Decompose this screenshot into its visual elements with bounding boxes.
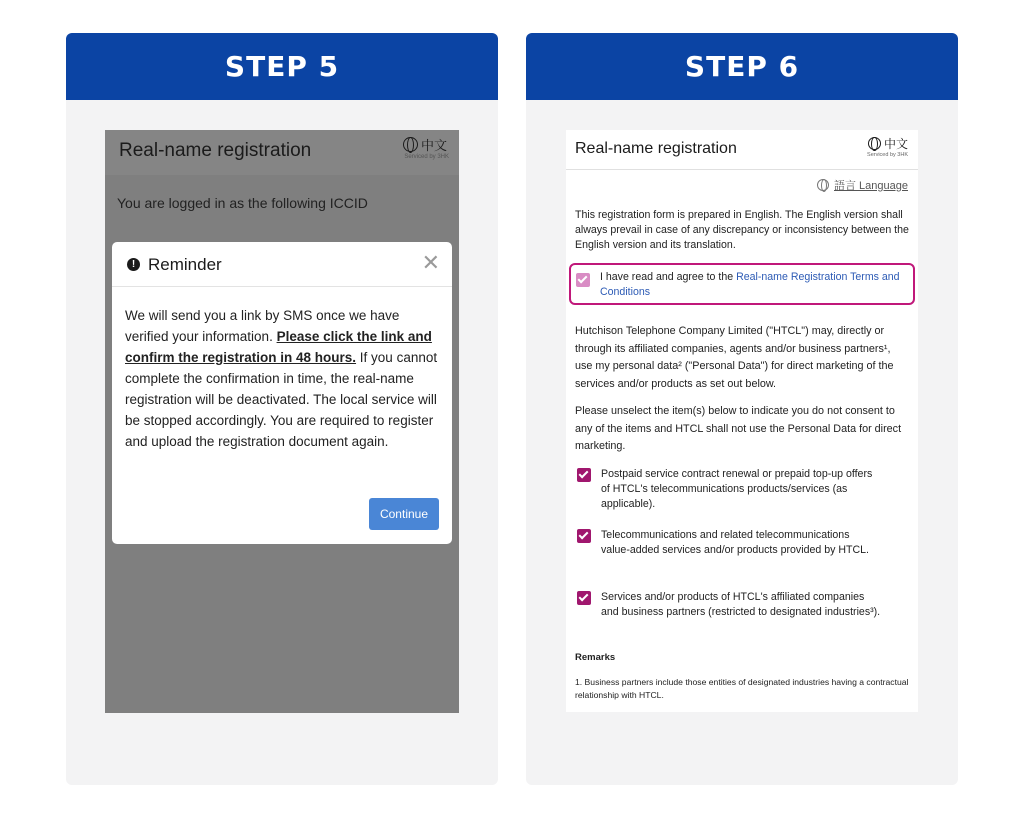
agree-terms-label [600,270,900,300]
page-title: Real-name registration [575,140,737,157]
language-toggle[interactable] [868,135,908,152]
option-label: Telecommunications and related telecommunications value-added services and/or products provided by HTCL. [601,529,869,556]
checkbox-icon [576,273,590,287]
served-by-text: Serviced by 3HK [404,154,449,160]
terms-link[interactable]: Real-name Registration Terms and Conditions [600,271,900,298]
dialog-body-text-1: We will send you a link by SMS once we have verified your information. [125,308,400,344]
language-toggle[interactable] [403,135,447,154]
intro-text: This registration form is prepared in English. The English version shall always prevail in case of any discrepancy or inconsistency between the English version and its translation. [575,209,909,251]
option-label: Services and/or products of HTCL's affiliated companies and business partners (restricted to designated industries³). [601,591,881,618]
dialog-body-text-2: If you cannot complete the confirmation in time, the real-name registration will be deactivated. The local service will be stopped accordingly. You are required to register and upload the registration document again. [125,350,438,449]
dialog-title: Reminder [148,255,222,274]
dialog-body [125,305,443,452]
close-icon[interactable]: ✕ [421,250,440,275]
checkbox-icon [577,468,591,482]
language-label: 中文 [883,137,908,151]
globe-icon [868,137,881,150]
app-bar [105,130,459,175]
step-5-header: STEP 5 [66,33,498,100]
step-6-screenshot [566,130,918,712]
agree-prefix: I have read and agree to the [600,271,737,283]
warning-icon: ! [127,258,140,271]
language-link-label: 語言 Language [834,180,908,192]
step-6-header: STEP 6 [526,33,958,100]
consent-paragraph: Hutchison Telephone Company Limited ("HTCL") may, directly or through its affiliated companies, agents and/or business partners¹, use my personal data² ("Personal Data") for direct marketing of the services and/or products as set out below. [575,325,894,390]
language-label: 中文 [420,138,447,153]
remarks-heading: Remarks [575,652,616,663]
logged-in-text: You are logged in as the following ICCID [117,195,368,211]
step-5-screenshot [105,130,459,713]
dialog-header [112,242,452,287]
remark-item: 1. Business partners include those entities of designated industries having a contractual relationship with HTCL. [575,677,909,700]
dialog-body-emphasis: Please click the link and confirm the registration in 48 hours. [125,329,432,365]
continue-button[interactable]: Continue [369,498,439,530]
language-link[interactable] [817,177,908,193]
agree-terms-checkbox[interactable] [569,263,915,305]
page-title: Real-name registration [119,140,312,161]
app-bar [566,130,918,170]
step-5-panel [66,33,498,785]
step-6-panel [526,33,958,785]
checkbox-icon [577,591,591,605]
globe-icon [403,137,418,152]
option-label: Postpaid service contract renewal or prepaid top-up offers of HTCL's telecommunications products/services (as applicable). [601,468,873,510]
served-by-text: Serviced by 3HK [867,152,908,158]
unselect-paragraph: Please unselect the item(s) below to indicate you do not consent to any of the items and HTCL shall not use the Personal Data for direct marketing. [575,405,902,452]
checkbox-icon [577,529,591,543]
reminder-dialog [112,242,452,544]
globe-icon [817,179,829,191]
